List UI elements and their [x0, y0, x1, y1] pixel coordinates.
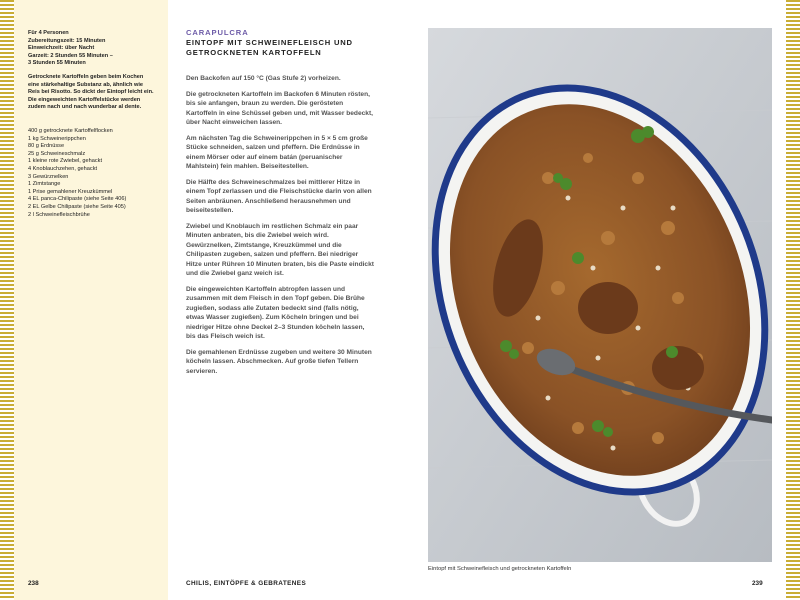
- method-steps: [186, 74, 374, 382]
- page-number-right: 239: [752, 580, 763, 587]
- soak-time: Einweichzeit: über Nacht: [28, 45, 95, 52]
- recipe-meta: [28, 30, 158, 68]
- recipe-intro: Getrocknete Kartoffeln geben beim Kochen eine stärkehaltige Substanz ab, ähnlich wie Reis bei Risotto. So dickt der Eintopf leicht ein. Die eingeweichten Kartoffelstücke werden zudem nach und nach wunderbar al dente.: [28, 74, 154, 111]
- recipe-title: [186, 38, 386, 57]
- method-step: Die getrockneten Kartoffeln im Backofen 6 Minuten rösten, bis sie anfangen, braun zu werden. Die gerösteten Kartoffeln in eine Schüssel geben und, mit Wasser bedeckt, über Nacht einweichen lassen.: [186, 90, 373, 126]
- ingredient-item: 1 kg Schweinerippchen: [28, 135, 86, 142]
- ingredient-item: 1 Zimtstange: [28, 181, 61, 188]
- right-edge-stripe: [786, 0, 800, 600]
- ingredient-item: 1 kleine rote Zwiebel, gehackt: [28, 158, 103, 165]
- servings: Für 4 Personen: [28, 30, 69, 36]
- method-step: Die gemahlenen Erdnüsse zugeben und weitere 30 Minuten köcheln lassen. Abschmecken. Auf große tiefen Tellern servieren.: [186, 348, 372, 375]
- ingredient-item: 400 g getrocknete Kartoffelflocken: [28, 128, 113, 134]
- photo-caption: Eintopf mit Schweinefleisch und getrockneten Kartoffeln: [428, 566, 572, 572]
- cook-time-continued: 3 Stunden 55 Minuten: [28, 60, 86, 67]
- page-number-left: 238: [28, 580, 39, 587]
- recipe-title-line: EINTOPF MIT SCHWEINEFLEISCH UND: [186, 38, 353, 47]
- method-step: Den Backofen auf 150 °C (Gas Stufe 2) vorheizen.: [186, 75, 341, 82]
- ingredient-item: 80 g Erdnüsse: [28, 143, 65, 150]
- stew-photo: [428, 28, 772, 562]
- method-step: Zwiebel und Knoblauch im restlichen Schmalz ein paar Minuten anbraten, bis die Zwiebel weich wird. Gewürznelken, Zimtstange, Kreuzkümmel und die Chilipasten zugeben, salzen und pfeffern. Bei niedriger Hitze unter Rühren 10 Minuten braten, bis die Paste eindickt und die Zwiebel ganz weich ist.: [186, 222, 374, 277]
- ingredient-item: 2 EL Gelbe Chilipaste (siehe Seite 405): [28, 203, 126, 210]
- ingredient-item: 4 EL panca-Chilipaste (siehe Seite 406): [28, 196, 127, 203]
- recipe-name: CARAPULCRA: [186, 28, 249, 37]
- ingredient-item: 25 g Schweineschmalz: [28, 150, 86, 157]
- method-step: Die Hälfte des Schweineschmalzes bei mittlerer Hitze in einem Topf zerlassen und die Fleischstücke darin von allen Seiten anbräunen. Anschließend herausnehmen und beiseitestellen.: [186, 178, 372, 214]
- ingredient-item: 3 Gewürznelken: [28, 173, 69, 180]
- method-step: Die eingeweichten Kartoffeln abtropfen lassen und zusammen mit dem Fleisch in den Topf geben. Die Brühe zugießen, sodass alle Zutaten bedeckt sind (falls nötig, etwas Wasser zugießen). Zum Köcheln bringen und bei niedriger Hitze ohne Deckel 2–3 Stunden köcheln lassen, bis das Fleisch weich ist.: [186, 285, 365, 340]
- method-step: Am nächsten Tag die Schweinerippchen in 5 × 5 cm große Stücke schneiden, salzen und pfeffern. Die Erdnüsse in einem Mörser oder auf einem batán (peruanischer Mahlstein) fein mahlen. Beiseitestellen.: [186, 134, 368, 170]
- ingredient-item: 2 l Schweinefleischbrühe: [28, 211, 90, 218]
- ingredient-list: [28, 128, 163, 219]
- cook-time: Garzeit: 2 Stunden 55 Minuten –: [28, 52, 113, 59]
- prep-time: Zubereitungszeit: 15 Minuten: [28, 37, 106, 44]
- ingredient-item: 4 Knoblauchzehen, gehackt: [28, 165, 98, 172]
- ingredient-item: 1 Prise gemahlener Kreuzkümmel: [28, 188, 113, 195]
- left-edge-stripe: [0, 0, 14, 600]
- recipe-title-line: GETROCKNETEN KARTOFFELN: [186, 47, 322, 57]
- section-title: CHILIS, EINTÖPFE & GEBRATENES: [186, 580, 307, 587]
